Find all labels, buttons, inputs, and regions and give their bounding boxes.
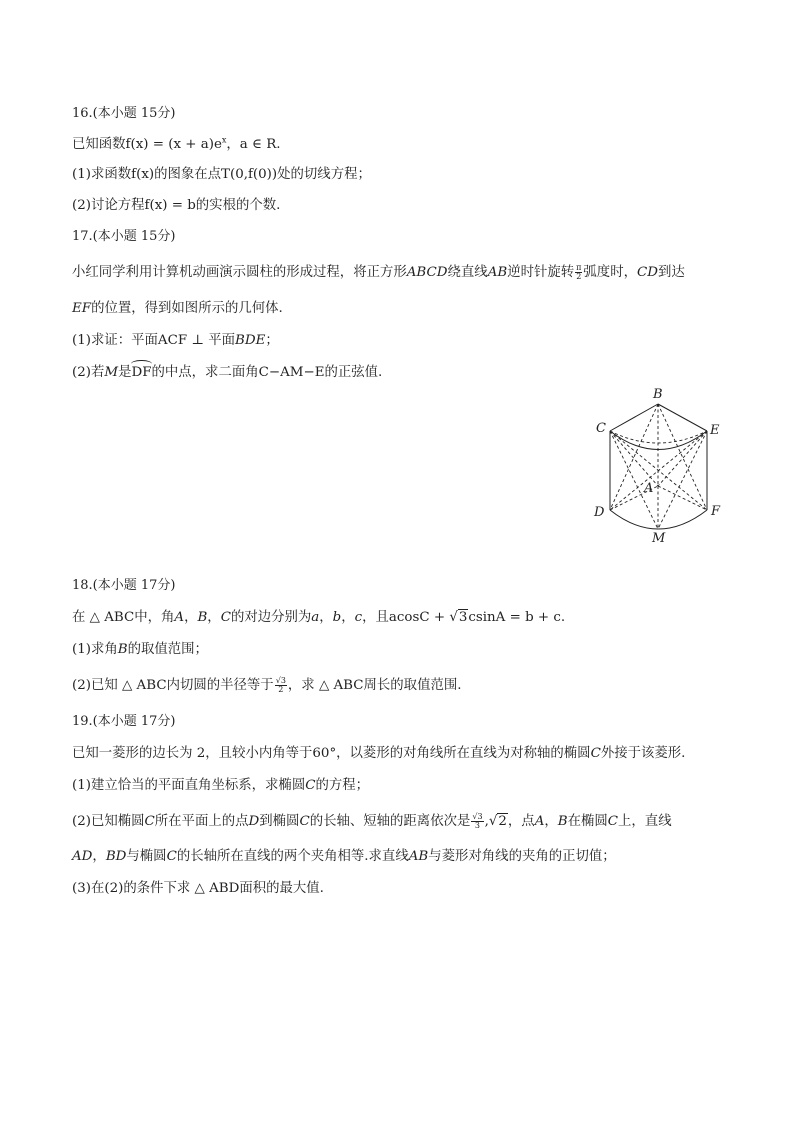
q17-stem-e: 到达 [657, 265, 685, 280]
q17-arc-df: DF [131, 365, 152, 380]
q18-side-a: a [311, 610, 320, 625]
q19-line-ad: AD [72, 849, 93, 864]
label-f: F [711, 504, 721, 519]
q17-part1 [72, 332, 279, 350]
q18-radius-fraction [275, 677, 287, 694]
label-a: A [644, 481, 654, 496]
q18-angle-a: A [174, 610, 185, 625]
diag-em [658, 431, 707, 529]
diag-ca [610, 431, 658, 486]
q18-stem [72, 609, 565, 627]
q16-stem [72, 136, 281, 154]
q17-square-name: ABCD [406, 265, 448, 280]
q16-heading: 16.(本小题 15分) [72, 106, 176, 121]
q19-frac-den: 3 [474, 821, 481, 830]
q18-sqrt3-radicand: 3 [458, 610, 468, 625]
q19-p2-point-d: D [248, 814, 260, 829]
q18-p1-angle-b: B [117, 642, 128, 657]
label-c: C [596, 421, 606, 436]
q17-point-m: M [104, 365, 119, 380]
diag-cm [610, 431, 658, 529]
q19-p2-sep: ， [544, 814, 558, 829]
q19-stem [72, 745, 685, 763]
q16-stem-text: 已知函数f(x) = (x + a)e [72, 137, 222, 152]
q19-line-bd: BD [105, 849, 127, 864]
q19-distance-fraction [471, 813, 483, 830]
label-d: D [594, 505, 605, 520]
q19-part1 [72, 777, 369, 795]
bottom-arc-df [610, 510, 707, 529]
q18-stem-a: 在 △ ABC中，角 [72, 610, 175, 625]
q17-p1-end: ； [265, 333, 279, 348]
q19-part2-line2 [72, 848, 616, 866]
q18-p1-c: 的取值范围； [127, 642, 208, 657]
q18-frac-num: √3 [275, 676, 286, 685]
q19-stem-a: 已知一菱形的边长为 2，且较小内角等于60°，以菱形的对角线所在直线为对称轴的椭圆 [72, 746, 591, 761]
q19-sqrt2: √2 [488, 814, 507, 829]
q19-p2-i: 在椭圆 [567, 814, 608, 829]
edge-be [658, 404, 707, 431]
label-e: E [710, 423, 720, 438]
q17-stem-d: 弧度时， [583, 265, 637, 280]
q19-p2-ellipse-c: C [144, 814, 155, 829]
q19-part2-line1 [72, 813, 672, 831]
q18-sep-4: ， [341, 610, 355, 625]
q18-heading: 18.(本小题 17分) [72, 578, 176, 593]
q18-angle-c: C [220, 610, 231, 625]
label-b: B [653, 387, 663, 402]
q19-p1-a: (1)建立恰当的平面直角坐标系，求椭圆 [72, 778, 306, 793]
q19-p2-h: ，点 [507, 814, 535, 829]
q18-sep-2: ， [207, 610, 221, 625]
q18-p2-a: (2)已知 △ ABC内切圆的半径等于 [72, 678, 274, 693]
q19-p2-e: 到椭圆 [259, 814, 300, 829]
diag-ea [658, 431, 707, 486]
q19-p2-j: 上，直线 [618, 814, 672, 829]
q19-p2b-c: 与菱形对角线的夹角的正切值； [428, 849, 616, 864]
q18-part2 [72, 677, 462, 695]
q19-sqrt2-radicand: 2 [498, 814, 507, 829]
q19-p2-point-a: A [534, 814, 545, 829]
q17-frac-den: 2 [576, 272, 582, 281]
q18-side-c: c [354, 610, 363, 625]
top-chord-dashed [610, 431, 707, 443]
q18-stem-c: ，且acosC + [362, 610, 446, 625]
q19-frac-num: √3 [472, 812, 483, 821]
top-arc-ce [610, 431, 707, 450]
q17-stem-line1 [72, 264, 685, 282]
q18-angle-b: B [197, 610, 208, 625]
q17-stem2-rest: 的位置，得到如图所示的几何体. [91, 301, 283, 316]
edge-af [658, 486, 707, 510]
q19-ellipse-c: C [590, 746, 601, 761]
q18-frac-num-radicand: 3 [280, 676, 286, 685]
q16-stem-sup: x [221, 135, 227, 145]
q19-p2b-sep: ， [92, 849, 106, 864]
q19-part3: (3)在(2)的条件下求 △ ABD面积的最大值. [72, 881, 324, 896]
q19-p2-point-b: B [557, 814, 568, 829]
q17-angle-fraction [575, 264, 582, 281]
q19-heading: 19.(本小题 17分) [72, 714, 176, 729]
q19-p1-b: 的方程； [315, 778, 370, 793]
q16-part2: (2)讨论方程f(x) = b的实根的个数. [72, 198, 281, 213]
q17-p1-text: (1)求证：平面ACF ⊥ 平面 [72, 333, 236, 348]
q19-p1-ellipse-c: C [305, 778, 316, 793]
q19-line-ab: AB [408, 849, 429, 864]
q19-p2-a: (2)已知椭圆 [72, 814, 145, 829]
edge-cb [610, 404, 658, 431]
diag-bf [658, 404, 707, 510]
q18-frac-den: 2 [278, 685, 284, 694]
q17-line-ab: AB [487, 265, 508, 280]
q18-side-b: b [332, 610, 342, 625]
q19-p2-g: , [484, 814, 489, 829]
q18-part1 [72, 641, 208, 659]
q18-sep-1: ， [184, 610, 198, 625]
q17-plane-bde: BDE [235, 333, 266, 348]
q16-part1: (1)求函数f(x)的图象在点T(0,f(0))处的切线方程； [72, 167, 371, 182]
q19-p2-b: 所在平面上的点 [154, 814, 249, 829]
q18-stem-b: 的对边分别为 [230, 610, 312, 625]
label-m: M [652, 531, 666, 546]
q17-stem-b: 绕直线 [447, 265, 488, 280]
q19-frac-num-radicand: 3 [477, 812, 483, 821]
q18-p2-b: ，求 △ ABC周长的取值范围. [287, 678, 462, 693]
q19-p2-ellipse-c3: C [607, 814, 619, 829]
q18-p1-a: (1)求角 [72, 642, 118, 657]
q18-sqrt3: √3 [449, 610, 468, 625]
q17-stem-a: 小红同学利用计算机动画演示圆柱的形成过程，将正方形 [72, 265, 407, 280]
q17-segment-cd: CD [636, 265, 658, 280]
q17-stem-line2 [72, 300, 283, 318]
q17-part2 [72, 364, 382, 382]
q19-stem-b: 外接于该菱形. [600, 746, 686, 761]
q17-p2-a: (2)若 [72, 365, 105, 380]
q17-p2-b: 是 [118, 365, 132, 380]
q19-p2b-ellipse-c: C [166, 849, 177, 864]
q17-p2-c: 的中点，求二面角C−AM−E的正弦值. [151, 365, 383, 380]
q16-stem-tail: ，a ∈ R. [226, 137, 281, 152]
q19-p2-ellipse-c2: C [299, 814, 310, 829]
q19-p2b-b: 的长轴所在直线的两个夹角相等.求直线 [176, 849, 409, 864]
q19-p2-f: 的长轴、短轴的距离依次是 [309, 814, 471, 829]
q18-stem-d: csinA = b + c. [468, 610, 566, 625]
q18-sep-3: ， [319, 610, 333, 625]
q17-heading: 17.(本小题 15分) [72, 229, 176, 244]
q17-frac-num: π [576, 263, 582, 272]
q17-stem-c: 逆时针旋转 [507, 265, 575, 280]
cylinder-figure [590, 384, 730, 546]
q17-segment-ef: EF [72, 301, 92, 316]
q19-p2b-a: 与椭圆 [126, 849, 167, 864]
